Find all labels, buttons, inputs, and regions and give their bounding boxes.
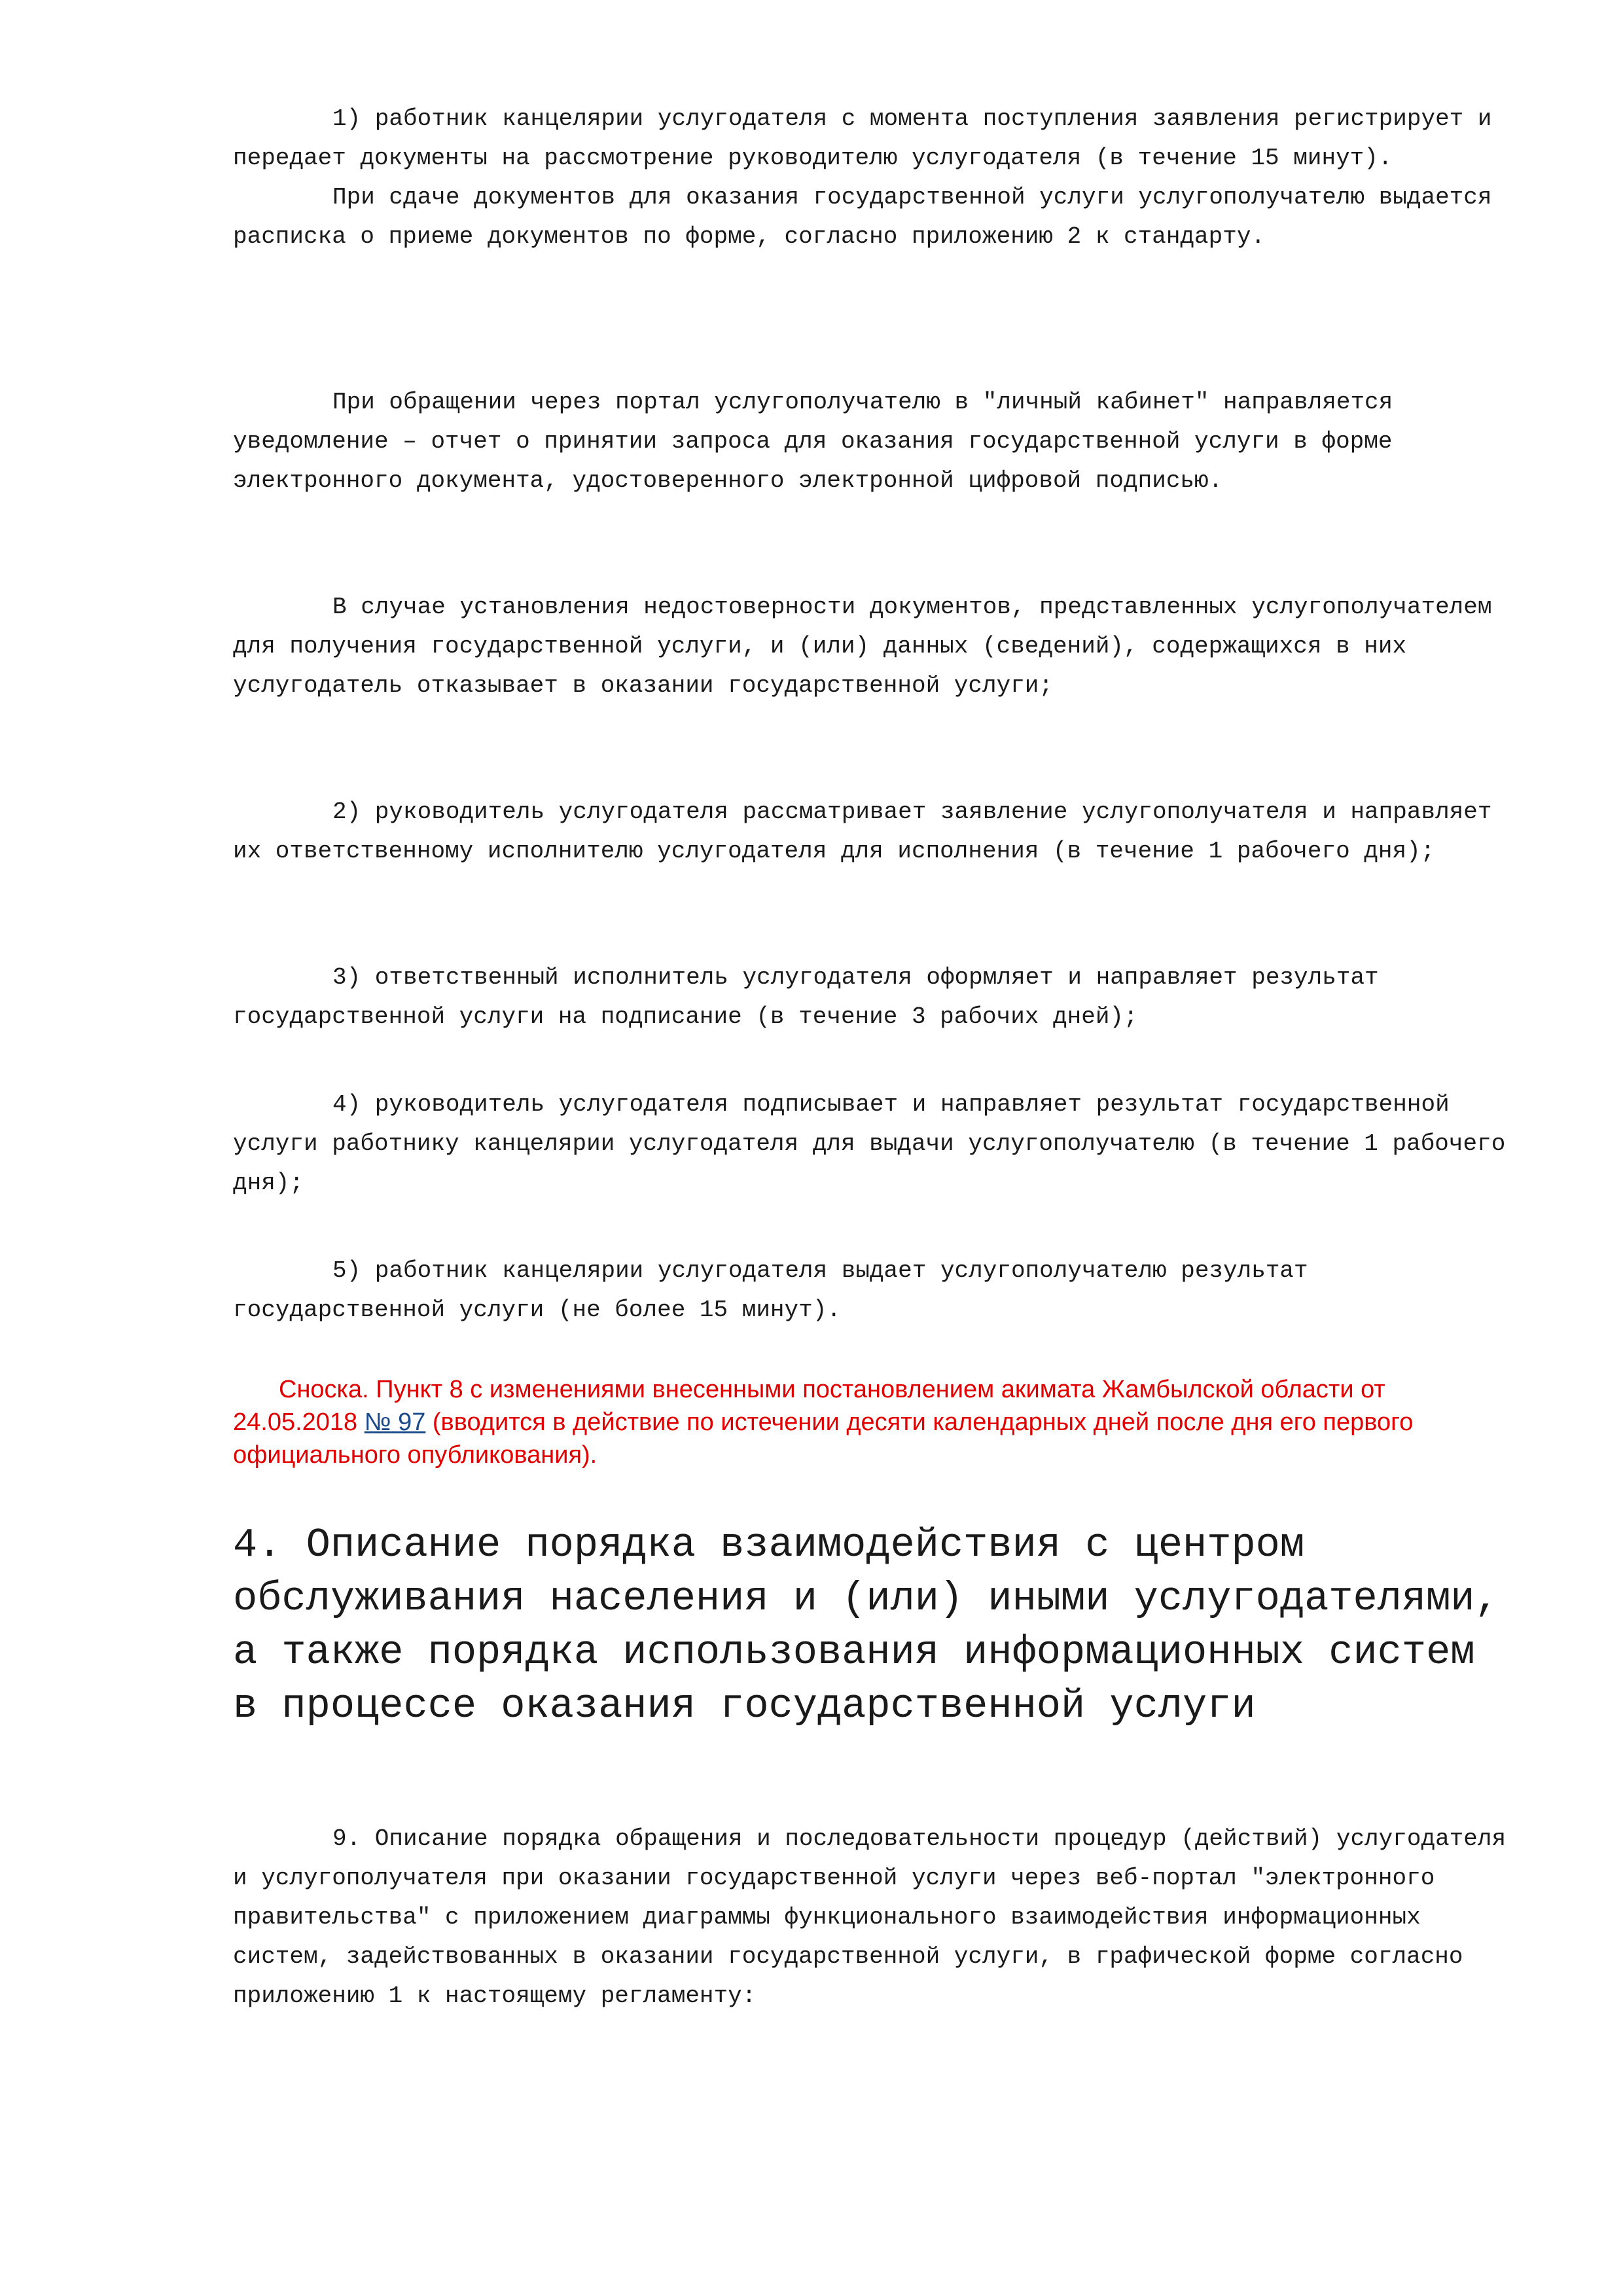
paragraph-refusal: В случае установления недостоверности документов, представленных услугополучателем для получения государственной услуги, и (или) данных (сведений), содержащихся в них услугодатель отказывает в оказании государственной услуги; [233, 594, 1492, 699]
paragraph-group-7 [233, 1251, 1509, 1330]
paragraph-9: 9. Описание порядка обращения и последовательности процедур (действий) услугодателя и услугополучателя при оказании государственной услуги через веб-портал "электронного правительства" с приложением диаграммы функционального взаимодействия информационных систем, задействованных в оказании государственной услуги, в графической форме согласно приложению 1 к настоящему регламенту: [233, 1825, 1507, 2009]
paragraph-group-1 [233, 99, 1509, 257]
paragraph-step-5: 5) работник канцелярии услугодателя выдает услугополучателю результат государственной услуги (не более 15 минут). [233, 1257, 1308, 1323]
footnote-text-after: (вводится в действие по истечении десяти календарных дней после дня его первого официального опубликования). [233, 1408, 1414, 1469]
paragraph-receipt: При сдаче документов для оказания государственной услуги услугополучателю выдается расписка о приеме документов по форме, согласно приложению 2 к стандарту. [233, 184, 1492, 250]
paragraph-step-4: 4) руководитель услугодателя подписывает и направляет результат государственной услуги работнику канцелярии услугодателя для выдачи услугополучателю (в течение 1 рабочего дня); [233, 1091, 1506, 1196]
paragraph-step-1: 1) работник канцелярии услугодателя с момента поступления заявления регистрирует и передает документы на рассмотрение руководителю услугодателя (в течение 15 минут). [233, 105, 1492, 171]
paragraph-group-4 [233, 793, 1509, 871]
paragraph-step-2: 2) руководитель услугодателя рассматривает заявление услугополучателя и направляет их ответственному исполнителю услугодателя для исполнения (в течение 1 рабочего дня); [233, 798, 1492, 865]
paragraph-group-6 [233, 1085, 1509, 1203]
paragraph-group-9 [233, 1820, 1509, 2016]
section-heading: 4. Описание порядка взаимодействия с центром обслуживания населения и (или) иными услугодателями, а также порядка использования информационных систем в процессе оказания государственной услуги [233, 1522, 1499, 1729]
paragraph-portal-notice: При обращении через портал услугополучателю в "личный кабинет" направляется уведомление – отчет о принятии запроса для оказания государственной услуги в форме электронного документа, удостоверенного электронной цифровой подписью. [233, 389, 1393, 494]
footnote [233, 1373, 1509, 1471]
resolution-link[interactable]: № 97 [364, 1408, 426, 1436]
paragraph-group-3 [233, 588, 1509, 706]
paragraph-group-2 [233, 383, 1509, 501]
paragraph-step-3: 3) ответственный исполнитель услугодателя оформляет и направляет результат государственной услуги на подписание (в течение 3 рабочих дней); [233, 964, 1379, 1030]
paragraph-group-5 [233, 958, 1509, 1037]
footnote-text-before: Сноска. Пункт 8 с изменениями внесенными постановлением акимата Жамбылской области от 24.05.2018 [233, 1376, 1385, 1436]
